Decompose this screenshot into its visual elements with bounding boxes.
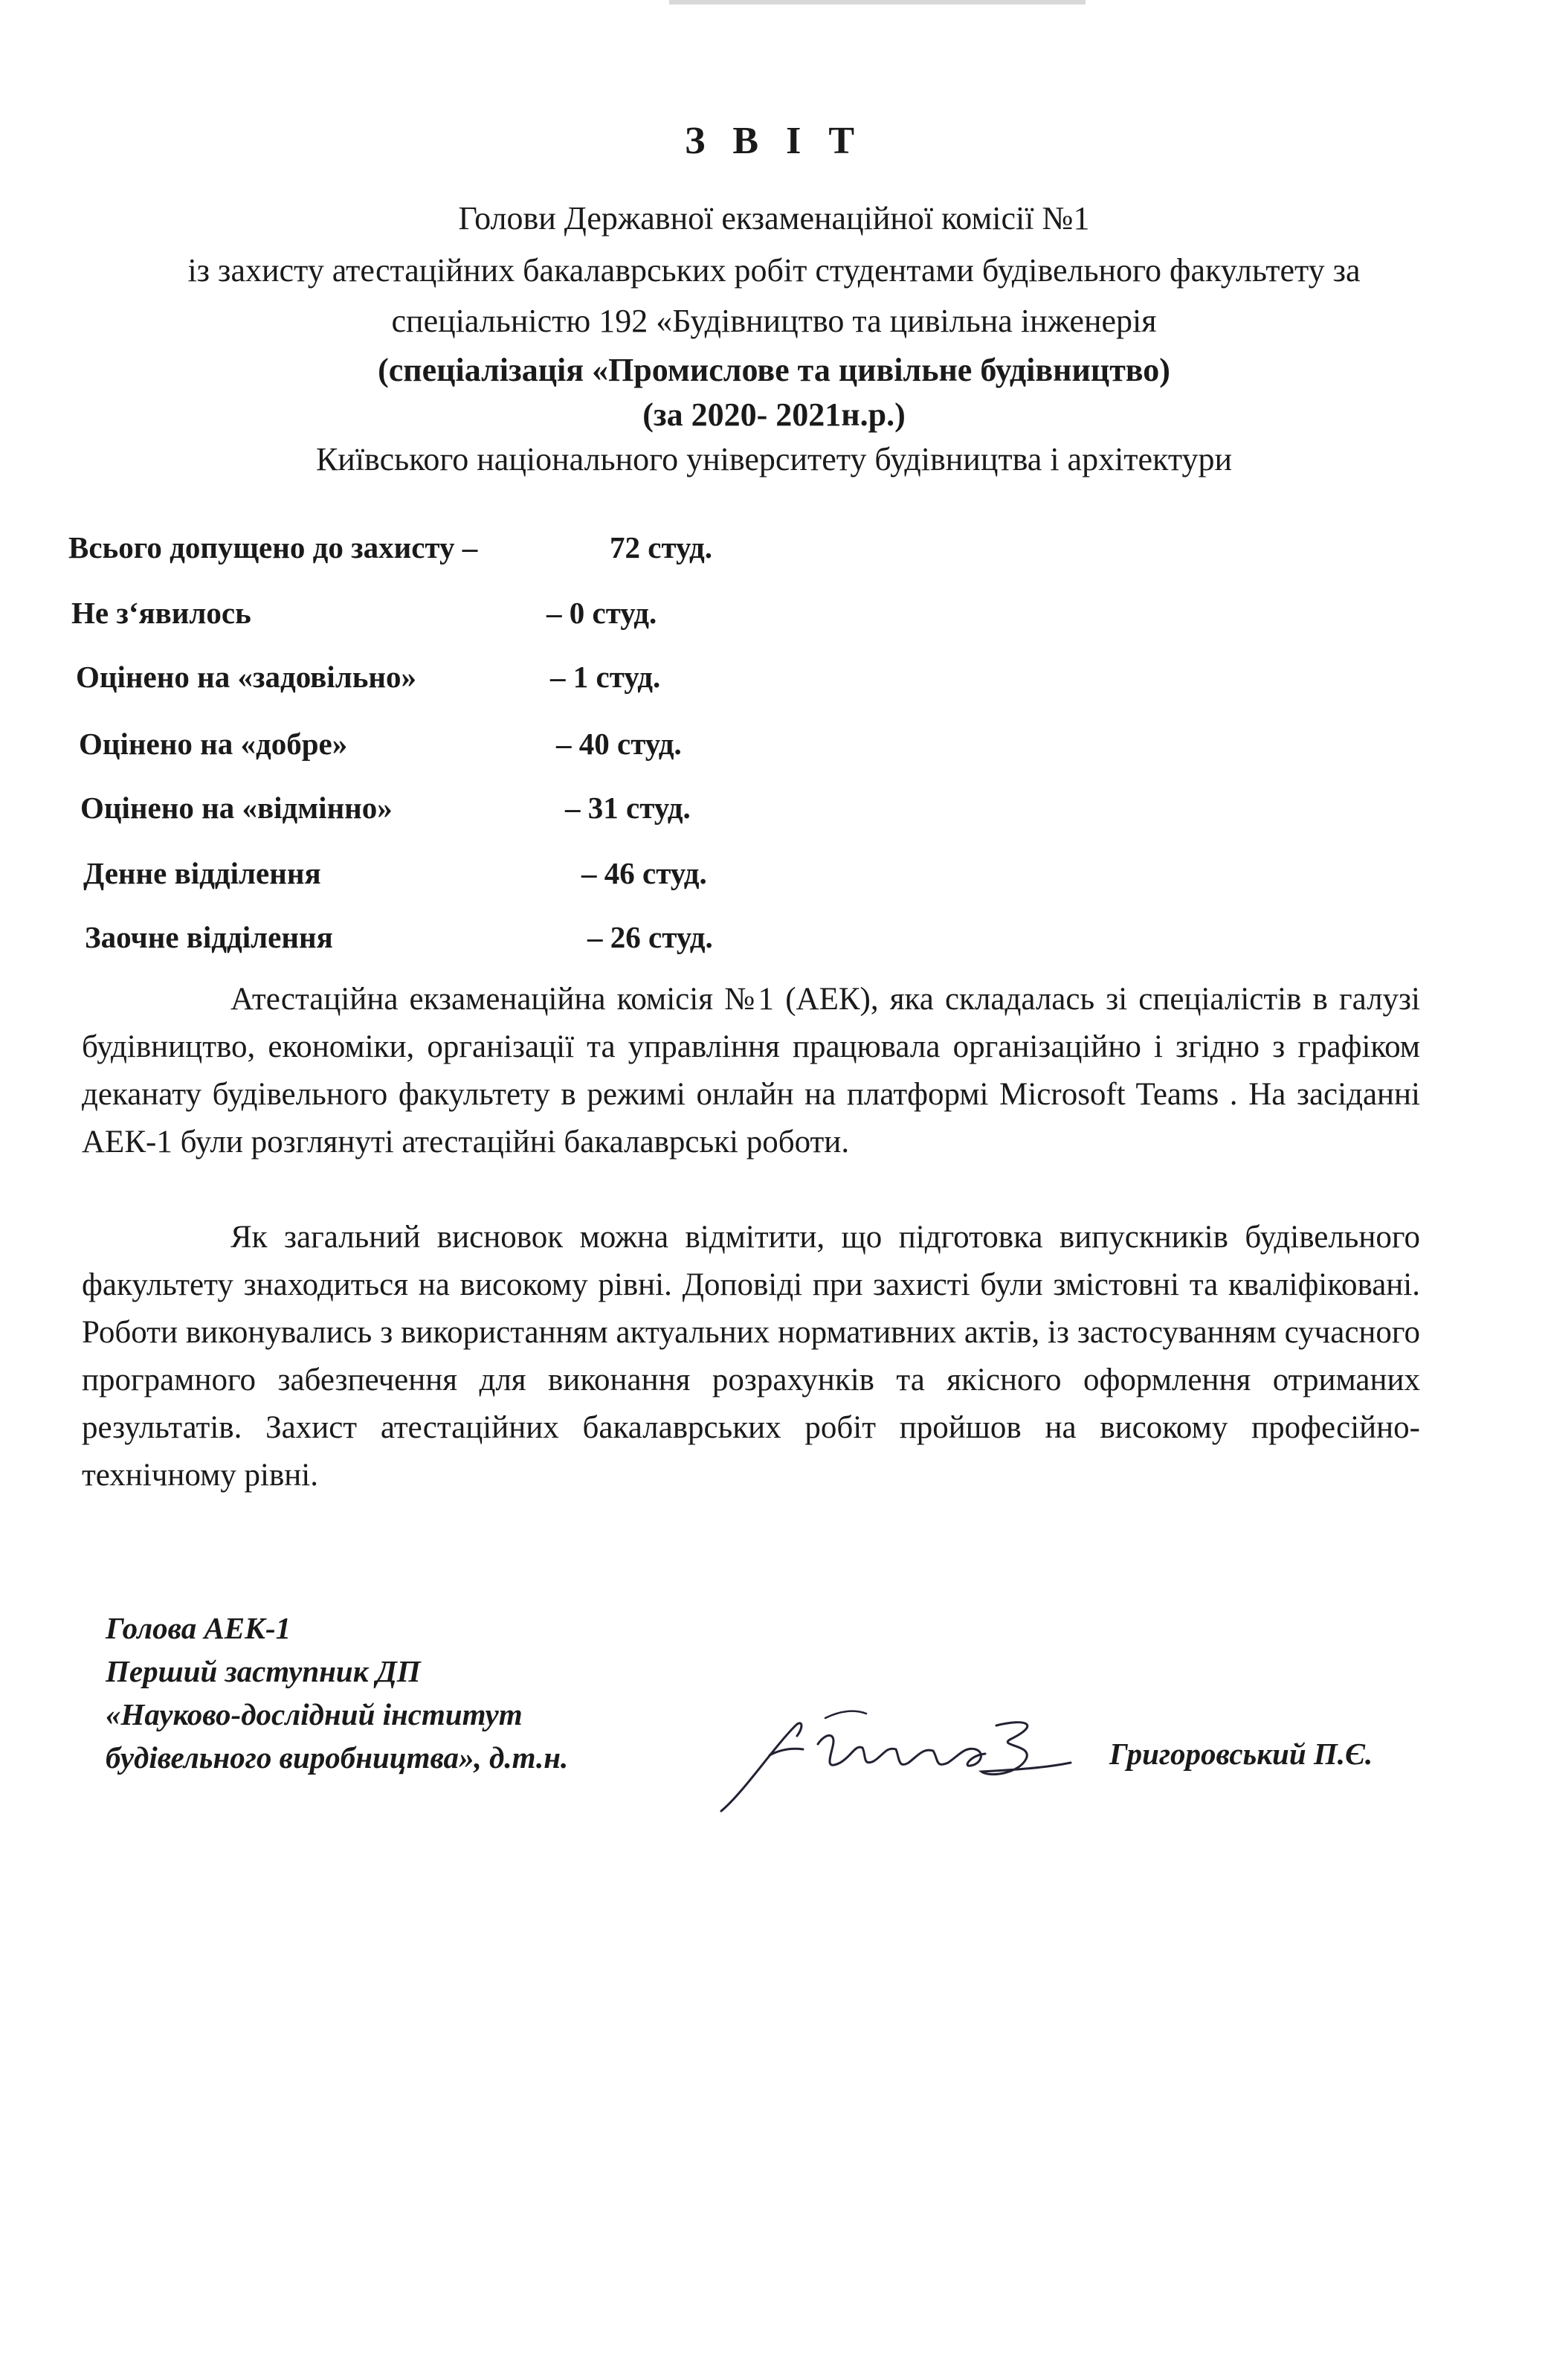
signature-line-3: «Науково-дослідний інститут (106, 1697, 523, 1731)
stat-value-excellent: – 31 студ. (565, 791, 691, 825)
handwritten-signature (714, 1703, 1086, 1822)
stat-value-parttime: – 26 студ. (587, 920, 713, 954)
signatory-name: Григоровський П.Є. (1109, 1737, 1373, 1771)
report-title: З В І Т (684, 120, 864, 162)
heading-line-3: спеціальністю 192 «Будівництво та цивільна інженерія (391, 303, 1157, 339)
paragraph-conclusion: Як загальний висновок можна відмітити, що підготовка випускників будівельного факультету знаходиться на високому рівні. Доповіді при захисті були змістовні та кваліфіковані. Роботи виконувались з використанням актуальних нормативних актів, із застосуванням сучасного програмного забезпечення для виконання розрахунків та якісного оформлення отриманих результатів. Захист атестаційних бакалаврських робіт пройшов на високому професійно-технічному рівні. (82, 1220, 1420, 1493)
signature-line-2: Перший заступник ДП (106, 1654, 421, 1688)
heading-line-1: Голови Державної екзаменаційної комісії №1 (458, 200, 1090, 237)
stat-value-admitted: 72 студ. (610, 530, 712, 565)
heading-line-4: (спеціалізація «Промислове та цивільне будівництво) (378, 352, 1170, 388)
stat-label-parttime: Заочне відділення (85, 920, 333, 954)
heading-line-6: Київського національного університету будівництва і архітектури (315, 441, 1233, 477)
stat-value-satisfactory: – 1 студ. (550, 660, 661, 694)
signature-block (106, 1606, 568, 1779)
signature-line-4: будівельного виробництва», д.т.н. (106, 1740, 569, 1775)
stat-label-absent: Не з‘явилось (71, 596, 251, 630)
stat-label-good: Оцінено на «добре» (79, 727, 348, 761)
signature-line-1: Голова АЕК-1 (106, 1611, 291, 1645)
stat-label-excellent: Оцінено на «відмінно» (80, 791, 393, 825)
scan-artifact (669, 0, 1086, 4)
stat-value-absent: – 0 студ. (546, 596, 657, 630)
paragraph-commission: Атестаційна екзаменаційна комісія №1 (АЕК), яка складалась зі спеціалістів в галузі будівництво, економіки, організації та управління працювала організаційно і згідно з графіком деканату будівельного факультету в режимі онлайн на платформі Microsoft Teams . На засіданні АЕК-1 були розглянуті атестаційні бакалаврські роботи. (82, 982, 1420, 1160)
stat-label-satisfactory: Оцінено на «задовільно» (76, 660, 417, 694)
heading-line-2: із захисту атестаційних бакалаврських робіт студентами будівельного факультету за (187, 252, 1361, 289)
stat-label-admitted: Всього допущено до захисту – (68, 530, 478, 565)
stat-value-good: – 40 студ. (556, 727, 682, 761)
heading-line-5: (за 2020- 2021н.р.) (642, 396, 906, 433)
stat-label-fulltime: Денне відділення (83, 856, 321, 890)
stat-value-fulltime: – 46 студ. (581, 856, 707, 890)
